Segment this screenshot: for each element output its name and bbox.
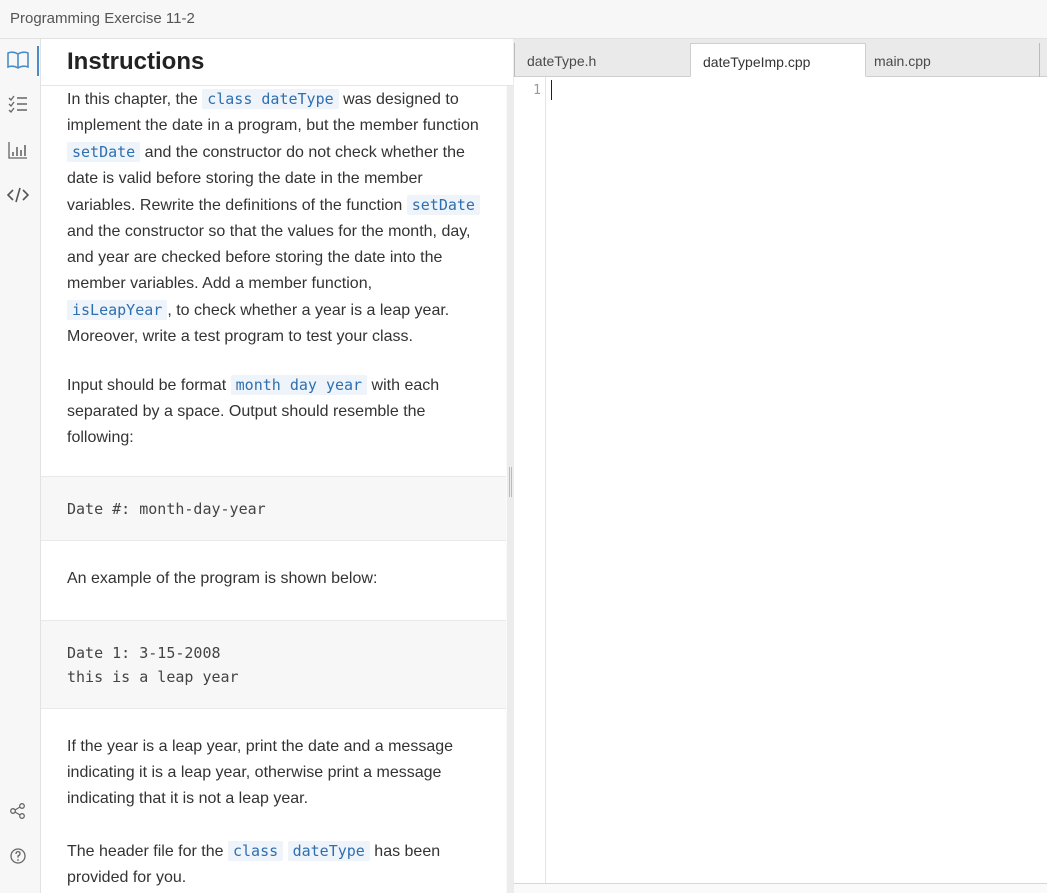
help-icon[interactable]	[6, 844, 30, 868]
code-text-area[interactable]	[547, 77, 1047, 883]
tab-datetypeimp-cpp[interactable]: dateTypeImp.cpp	[690, 43, 866, 77]
code-icon[interactable]	[6, 183, 30, 207]
paragraph-leap-output: If the year is a leap year, print the date and a message indicating it is a leap year, otherwise print a message indicating that it is not a leap year.	[67, 738, 454, 807]
code-datetype: dateType	[288, 841, 370, 861]
code-setdate: setDate	[67, 142, 140, 162]
paragraph-intro: In this chapter, the class dateType was designed to implement the date in a program, but the member function setDate and the constructor do not check whether the date is valid before storing the date in the member variables. Rewrite the definitions of the function setDate and the constructor so that the values for the month, day, and year are checked before storing the date into the member variables. Add a member function, isLeapYear , to check whether a year is a leap year. Moreover, write a test program to test your class.	[67, 90, 479, 345]
icon-rail	[0, 39, 41, 893]
paragraph-example-intro: An example of the program is shown below:	[67, 570, 378, 587]
code-block-example	[41, 620, 506, 709]
code-setdate-2: setDate	[407, 195, 480, 215]
checklist-icon[interactable]	[6, 92, 30, 116]
code-class: class	[228, 841, 283, 861]
instructions-content[interactable]	[41, 86, 506, 893]
code-example-line-1: Date 1: 3-15-2008	[67, 644, 221, 662]
paragraph-header-provided: The header file for the class dateType has been provided for you.	[67, 842, 441, 886]
instructions-header	[41, 39, 513, 86]
tab-main-cpp[interactable]: main.cpp	[862, 43, 1040, 77]
paragraph-input-format: Input should be format month day year with each separated by a space. Output should resemble the following:	[67, 376, 440, 446]
instructions-panel	[41, 39, 513, 893]
splitter-grip-icon[interactable]	[509, 467, 512, 497]
file-tab-bar	[514, 39, 1047, 77]
panel-splitter[interactable]	[507, 39, 514, 893]
instructions-heading: Instructions	[67, 48, 205, 75]
line-number: 1	[533, 83, 541, 98]
code-month-day-year: month day year	[231, 375, 367, 395]
code-isleapyear: isLeapYear	[67, 300, 167, 320]
book-icon[interactable]	[6, 48, 30, 72]
window-title: Programming Exercise 11-2	[10, 10, 195, 27]
code-editor	[514, 39, 1047, 893]
tab-datetype-h[interactable]: dateType.h	[514, 43, 690, 77]
line-number-gutter	[514, 77, 546, 883]
code-block-format	[41, 476, 506, 541]
code-format-line: Date #: month-day-year	[67, 500, 266, 518]
share-icon[interactable]	[6, 799, 30, 823]
title-bar	[0, 0, 1047, 39]
active-indicator	[37, 46, 39, 76]
code-example-line-2: this is a leap year	[67, 668, 239, 686]
chart-icon[interactable]	[6, 138, 30, 162]
code-class-datetype: class dateType	[202, 89, 338, 109]
editor-bottom-bar	[514, 883, 1047, 893]
